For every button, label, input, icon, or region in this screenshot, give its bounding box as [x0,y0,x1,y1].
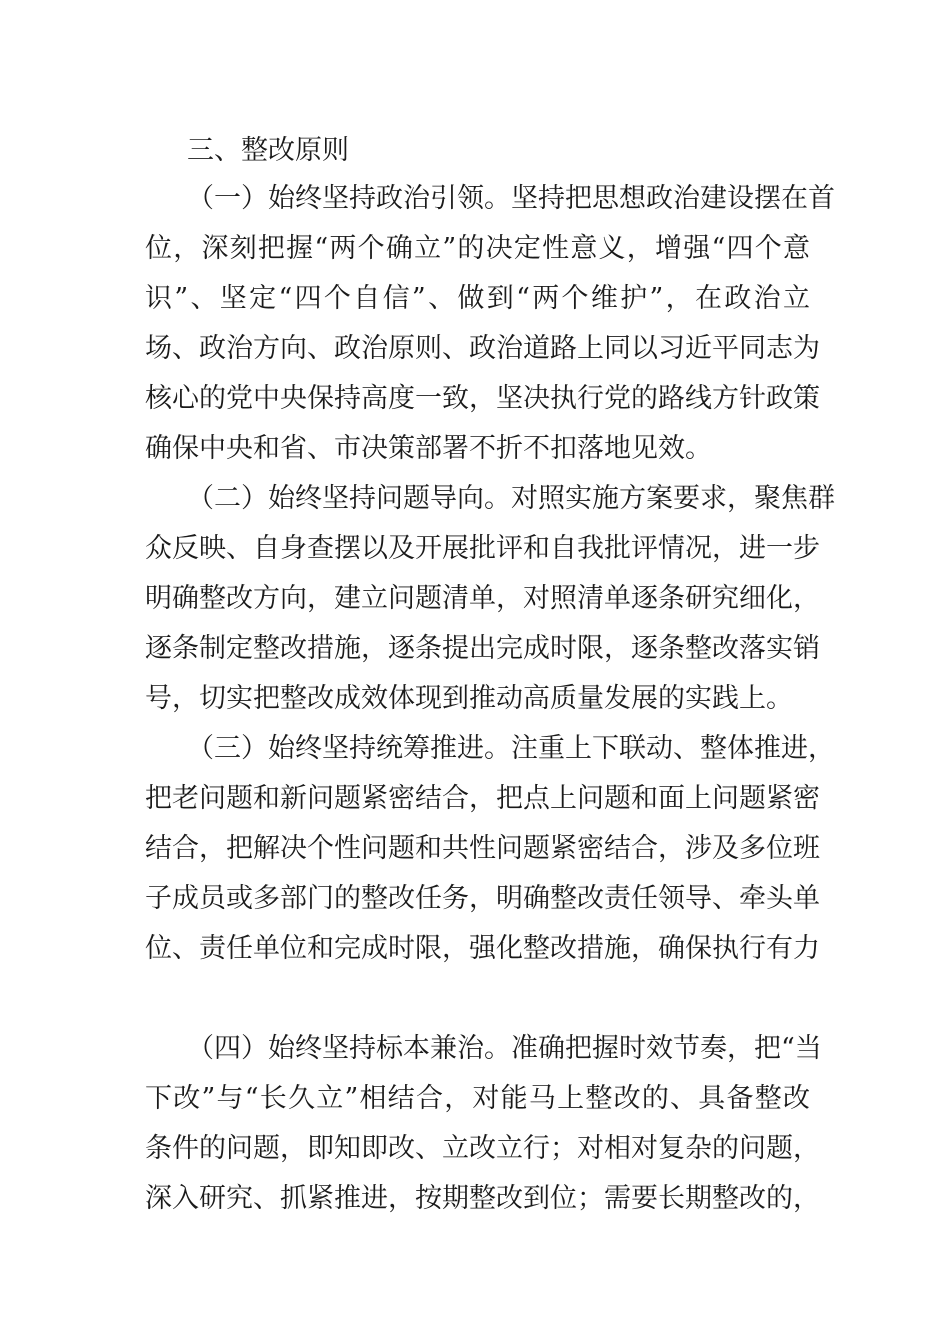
paragraph-2-line-5: 号，切实把整改成效体现到推动高质量发展的实践上。 [145,683,793,714]
paragraph-3-line-4: 子成员或多部门的整改任务，明确整改责任领导、牵头单 [145,883,820,914]
paragraph-4-line-4: 深入研究、抓紧推进，按期整改到位；需要长期整改的， [145,1183,820,1214]
paragraph-1-line-6: 确保中央和省、市决策部署不折不扣落地见效。 [145,433,712,464]
section-heading: 三、整改原则 [187,135,349,166]
paragraph-3-line-2: 把老问题和新问题紧密结合，把点上问题和面上问题紧密 [145,783,820,814]
paragraph-1-line-4: 场、政治方向、政治原则、政治道路上同以习近平同志为 [145,333,820,364]
paragraph-2-line-4: 逐条制定整改措施，逐条提出完成时限，逐条整改落实销 [145,633,820,664]
paragraph-4-line-1: （四）始终坚持标本兼治。准确把握时效节奏，把“当 [187,1033,822,1064]
paragraph-4-line-3: 条件的问题，即知即改、立改立行；对相对复杂的问题， [145,1133,820,1164]
paragraph-3-line-1: （三）始终坚持统筹推进。注重上下联动、整体推进， [187,733,835,764]
paragraph-2-line-1: （二）始终坚持问题导向。对照实施方案要求，聚焦群 [187,483,835,514]
paragraph-3-line-3: 结合，把解决个性问题和共性问题紧密结合，涉及多位班 [145,833,820,864]
paragraph-3-line-5: 位、责任单位和完成时限，强化整改措施，确保执行有力 [145,933,820,964]
paragraph-2-line-3: 明确整改方向，建立问题清单，对照清单逐条研究细化， [145,583,820,614]
paragraph-1-line-5: 核心的党中央保持高度一致，坚决执行党的路线方针政策 [145,383,820,414]
paragraph-4-line-2: 下改”与“长久立”相结合，对能马上整改的、具备整改 [145,1083,810,1114]
paragraph-1-line-2: 位，深刻把握“两个确立”的决定性意义，增强“四个意 [145,233,810,264]
paragraph-1-line-1: （一）始终坚持政治引领。坚持把思想政治建设摆在首 [187,183,835,214]
paragraph-2-line-2: 众反映、自身查摆以及开展批评和自我批评情况，进一步 [145,533,820,564]
paragraph-1-line-3: 识”、坚定“四个自信”、做到“两个维护”，在政治立 [145,283,810,314]
